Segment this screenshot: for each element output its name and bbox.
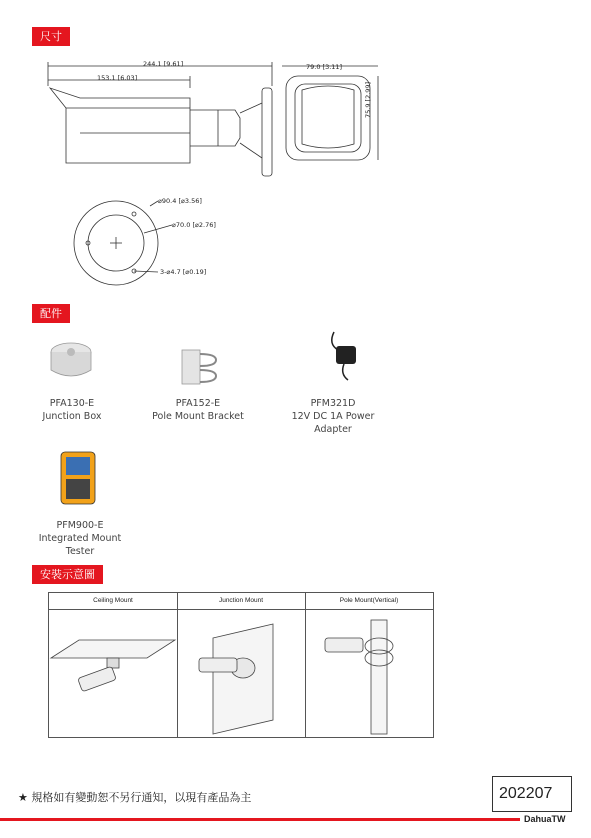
accessory-desc: Pole Mount Bracket bbox=[152, 411, 244, 422]
pole-mount-bracket-image bbox=[174, 346, 220, 388]
accessories-section-label: 配件 bbox=[32, 304, 70, 323]
installation-section-label: 安裝示意圖 bbox=[32, 565, 103, 584]
power-adapter-image bbox=[322, 330, 362, 382]
dimensions-section-label: 尺寸 bbox=[32, 27, 70, 46]
footer-divider bbox=[0, 818, 520, 821]
accessory-pfm321d bbox=[280, 397, 386, 436]
dimension-drawing bbox=[40, 58, 390, 293]
installation-table bbox=[48, 592, 434, 738]
ceiling-mount-illustration bbox=[49, 610, 177, 737]
body-length-label: 153.1 [6.03] bbox=[97, 74, 138, 82]
date-code: 202207 bbox=[492, 776, 572, 812]
holes-label: 3-⌀4.7 [⌀0.19] bbox=[160, 268, 207, 276]
height-label: 75.9 [2.99] bbox=[364, 81, 372, 118]
accessory-model: PFM321D bbox=[310, 398, 356, 409]
base-diameter-label: ⌀90.4 [⌀3.56] bbox=[158, 197, 202, 205]
accessory-model: PFM900-E bbox=[56, 520, 104, 531]
accessory-model: PFA152-E bbox=[175, 398, 221, 409]
accessory-pfm900e bbox=[30, 519, 130, 558]
pole-mount-illustration bbox=[305, 610, 433, 737]
total-length-label: 244.1 [9.61] bbox=[143, 60, 184, 68]
mount-tester-image bbox=[58, 449, 98, 507]
junction-box-image bbox=[48, 338, 94, 384]
accessory-pfa152e bbox=[148, 397, 248, 423]
junction-mount-illustration bbox=[177, 610, 305, 737]
accessory-desc: Junction Box bbox=[42, 411, 102, 422]
accessory-desc: Integrated Mount bbox=[38, 533, 122, 544]
accessory-desc: Tester bbox=[65, 546, 95, 557]
header-junction-mount: Junction Mount bbox=[218, 597, 264, 604]
header-ceiling-mount: Ceiling Mount bbox=[93, 597, 133, 604]
brand-name: DahuaTW bbox=[524, 814, 566, 824]
hole-circle-label: ⌀70.0 [⌀2.76] bbox=[172, 221, 216, 229]
accessory-pfa130e bbox=[30, 397, 114, 423]
width-label: 79.0 [3.11] bbox=[306, 63, 343, 71]
accessory-desc: 12V DC 1A Power bbox=[291, 411, 375, 422]
accessory-model: PFA130-E bbox=[49, 398, 95, 409]
accessory-desc: Adapter bbox=[314, 424, 352, 435]
footer-note: ★ 規格如有變動恕不另行通知，以現有產品為主 bbox=[18, 791, 252, 804]
header-pole-mount: Pole Mount(Vertical) bbox=[339, 597, 399, 604]
